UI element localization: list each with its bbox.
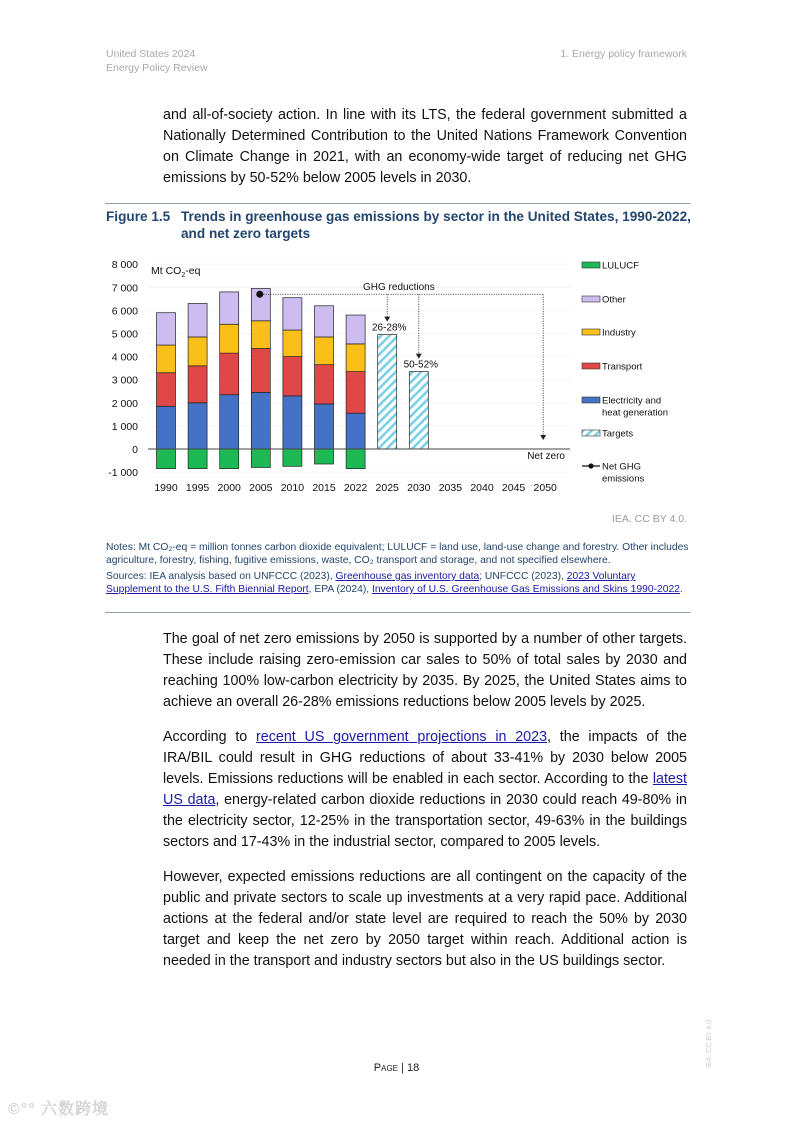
x-tick-label: 2030 [407, 482, 431, 494]
link-us-government-projections[interactable]: recent US government projections in 2023 [256, 729, 548, 745]
bar-segment-lulucf [251, 449, 270, 467]
legend-label: Industry [602, 327, 636, 339]
bar-segment-transport [315, 365, 334, 404]
x-tick-label: 2015 [312, 482, 336, 494]
figure-number: Figure 1.5 [106, 209, 171, 224]
arrow-head-icon [540, 435, 546, 440]
figure-bottom-rule [105, 612, 690, 613]
report-country-year: United States 2024 [106, 48, 196, 60]
bar-segment-electricity [220, 395, 239, 449]
legend-swatch-icon [582, 329, 600, 335]
bar-segment-industry [188, 337, 207, 366]
legend-swatch-icon [582, 262, 600, 268]
bar-segment-lulucf [157, 449, 176, 469]
notes-text: Notes: Mt CO₂-eq = million tonnes carbon dioxide equivalent; LULUCF = land use, land-use change and forestry. Other includes agriculture, forestry, fishing, fugitive emissions, waste, CO₂ transport and storage, and not specified elsewhere. [106, 542, 689, 566]
net-ghg-marker [256, 291, 263, 298]
bar-segment-electricity [251, 392, 270, 449]
intro-paragraph: and all-of-society action. In line with its LTS, the federal government submitted a Nationally Determined Contribution to the United Nations Framework Convention on Climate Change in 2021, with an economy-wide target of reducing net GHG emissions by 50-52% below 2005 levels in 2030. [163, 107, 687, 186]
bar-segment-transport [346, 372, 365, 414]
annotation-target-2025: 26-28% [371, 322, 407, 334]
page-number: Page | 18 [373, 1062, 420, 1074]
y-axis-unit-label: Mt $CO_2-eq$ [151, 265, 201, 279]
y-tick-label: 7 000 [111, 282, 138, 295]
body-paragraph-1: The goal of net zero emissions by 2050 is supported by a number of other targets. These include raising zero-emission car sales to 50% of total sales by 2030 and reaching 100% low-carbon electricity by 2035. By 2025, the United States aims to achieve an overall 26-28% emissions reductions below 2005 levels by 2025. [163, 631, 687, 710]
legend-label: Electricity and [602, 395, 662, 407]
bar-segment-industry [346, 344, 365, 372]
y-tick-label: 8 000 [111, 259, 138, 272]
body-paragraph-2: According to recent US government projections in 2023, the impacts of the IRA/BIL could result in GHG reductions of about 33-41% by 2030 below 2005 levels. Emissions reductions will be enabled in each sector. According to the latest US data, energy-related carbon dioxide reductions in 2030 could reach 49-80% in the electricity sector, 12-25% in the transportation sector, 49-63% in the buildings sectors and 17-43% in the industrial sector, compared to 2005 levels. [163, 729, 687, 850]
x-tick-label: 2050 [533, 482, 557, 494]
bar-segment-industry [251, 321, 270, 349]
bar-segment-other [346, 315, 365, 344]
x-tick-label: 2045 [501, 482, 526, 494]
legend-label: Targets [602, 428, 634, 440]
x-tick-label: 2000 [217, 482, 241, 494]
bar-segment-transport [157, 373, 176, 406]
x-tick-label: 1990 [154, 482, 178, 494]
bar-segment-other [188, 303, 207, 336]
annotation-target-2030: 50-52% [403, 359, 439, 371]
running-header-chapter: 1. Energy policy framework [560, 48, 687, 60]
figure-credit: IEA. CC BY 4.0. [611, 513, 687, 525]
arrow-head-icon [384, 317, 390, 322]
y-tick-label: 1 000 [111, 420, 138, 433]
bar-segment-electricity [346, 413, 365, 449]
bar-segment-industry [157, 345, 176, 373]
bar-segment-transport [220, 353, 239, 395]
bar-segment-lulucf [315, 449, 334, 464]
bar-segment-electricity [315, 404, 334, 449]
x-tick-label: 2035 [438, 482, 463, 494]
x-tick-label: 2025 [375, 482, 399, 494]
x-tick-label: 1995 [185, 482, 210, 494]
bar-segment-electricity [188, 403, 207, 449]
bar-segment-lulucf [283, 449, 302, 466]
legend-marker-icon [588, 463, 593, 468]
bar-segment-other [315, 306, 334, 337]
emissions-chart [100, 250, 700, 500]
target-bar [378, 335, 397, 449]
x-tick-label: 2005 [249, 482, 273, 494]
figure-caption: Trends in greenhouse gas emissions by sector in the United States, 1990-2022, and net zero targets [181, 209, 691, 241]
bar-segment-transport [188, 366, 207, 403]
body-paragraph-3: However, expected emissions reductions are all contingent on the capacity of the public and private sectors to scale up investments at a very rapid pace. Additional actions at the federal and/or state level are required to reach the 50% by 2030 target and keep the net zero by 2050 target within reach. Additional action is needed in the transport and industry sectors but also in the US buildings sector. [163, 869, 687, 969]
y-tick-label: 6 000 [111, 305, 138, 318]
legend-swatch-icon [582, 430, 600, 436]
legend-label: Other [602, 294, 626, 306]
y-tick-label: 4 000 [111, 351, 138, 364]
link-latest-us-data[interactable]: latest US data [163, 771, 687, 808]
y-tick-label: 3 000 [111, 374, 138, 387]
bar-segment-electricity [157, 406, 176, 449]
bar-segment-other [157, 313, 176, 345]
source-link-biennial-report[interactable]: 2023 Voluntary Supplement to the U.S. Fifth Biennial Report [106, 571, 636, 595]
running-header-left [106, 47, 208, 75]
x-tick-label: 2010 [280, 482, 305, 494]
target-bar [409, 372, 428, 449]
bar-segment-lulucf [188, 449, 207, 469]
legend-label: Transport [602, 361, 643, 373]
y-tick-label: 2 000 [111, 397, 138, 410]
bar-segment-transport [283, 357, 302, 396]
y-tick-label: 0 [132, 444, 138, 456]
bar-segment-other [220, 292, 239, 324]
bar-segment-industry [315, 337, 334, 365]
bar-segment-lulucf [220, 449, 239, 469]
bar-segment-transport [251, 349, 270, 393]
x-tick-label: 2022 [343, 482, 368, 494]
y-tick-label: -1 000 [108, 467, 138, 480]
bar-segment-electricity [283, 396, 302, 449]
legend-swatch-icon [582, 363, 600, 369]
legend-label: heat generation [602, 407, 669, 419]
source-link-ghg-inventory[interactable]: Greenhouse gas inventory data [335, 571, 480, 582]
legend-swatch-icon [582, 296, 600, 302]
legend-swatch-icon [582, 397, 600, 403]
legend-label: LULUCF [602, 260, 639, 272]
bar-segment-other [283, 298, 302, 330]
annotation-net-zero: Net zero [527, 451, 565, 462]
bar-segment-lulucf [346, 449, 365, 469]
figure-notes [106, 541, 691, 599]
legend-label: emissions [602, 473, 645, 485]
side-credit: IEA. CC BY 4.0. [706, 1017, 713, 1068]
watermark-logo: ©°° 六数跨境 [8, 1101, 110, 1118]
x-tick-label: 2040 [470, 482, 494, 494]
bar-segment-industry [220, 324, 239, 353]
source-link-epa-inventory[interactable]: Inventory of U.S. Greenhouse Gas Emissions and Skins 1990-2022 [371, 584, 680, 595]
report-title: Energy Policy Review [106, 62, 208, 74]
y-tick-label: 5 000 [111, 328, 138, 341]
arrow-head-icon [416, 354, 422, 359]
figure-top-rule [105, 203, 690, 204]
bar-segment-industry [283, 330, 302, 357]
figure-title [106, 208, 691, 242]
annotation-ghg-reductions: GHG reductions [363, 282, 435, 293]
sources-text: Sources: IEA analysis based on UNFCCC (2023), Greenhouse gas inventory data; UNFCCC (2023), 2023 Voluntary Supplement to the U.S. Fifth Biennial Report, EPA (2024), Inventory of U.S. Greenhouse Gas Emissions and Skins 1990-2022. [106, 571, 683, 595]
legend-label: Net GHG [602, 461, 642, 473]
